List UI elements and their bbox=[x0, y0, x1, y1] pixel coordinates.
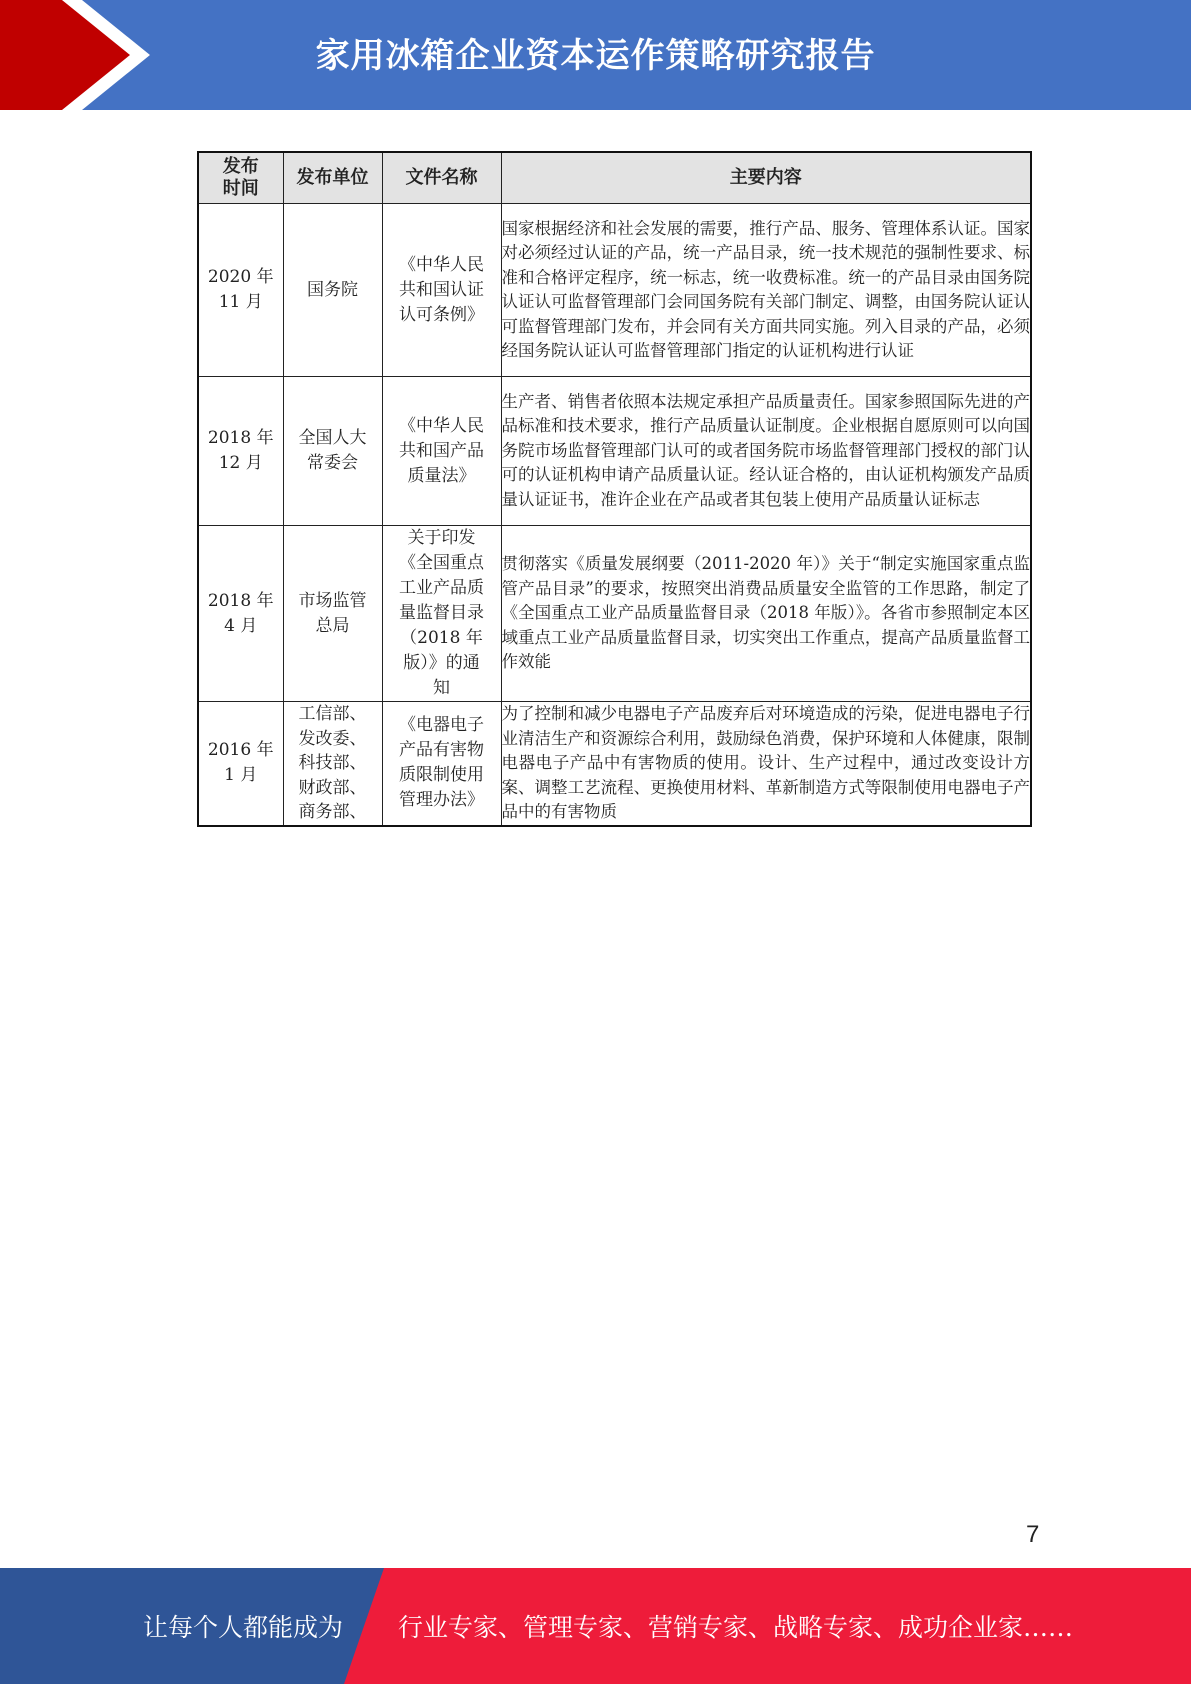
header-issuer: 发布单位 bbox=[283, 152, 382, 204]
footer-slogan-left: 让每个人都能成为 bbox=[143, 1613, 344, 1642]
cell-issuer: 国务院 bbox=[283, 204, 382, 377]
header-band bbox=[0, 0, 1191, 110]
cell-document: 《中华人民 共和国产品 质量法》 bbox=[382, 377, 501, 526]
table-row bbox=[198, 702, 1031, 826]
header-document: 文件名称 bbox=[382, 152, 501, 204]
table-row bbox=[198, 526, 1031, 702]
cell-issuer: 市场监管 总局 bbox=[283, 526, 382, 702]
cell-date: 2020 年 11 月 bbox=[198, 204, 283, 377]
footer-slogan-right: 行业专家、管理专家、营销专家、战略专家、成功企业家…… bbox=[398, 1613, 1074, 1642]
cell-content: 国家根据经济和社会发展的需要，推行产品、服务、管理体系认证。国家对必须经过认证的产品，统一产品目录，统一技术规范的强制性要求、标准和合格评定程序，统一标志，统一收费标准。统一的产品目录由国务院认证认可监督管理部门会同国务院有关部门制定、调整，由国务院认证认可监督管理部门发布，并会同有关方面共同实施。列入目录的产品，必须经国务院认证认可监督管理部门指定的认证机构进行认证 bbox=[501, 204, 1031, 377]
header-date: 发布 时间 bbox=[198, 152, 283, 204]
cell-issuer: 工信部、 发改委、 科技部、 财政部、 商务部、 bbox=[283, 702, 382, 826]
cell-content: 为了控制和减少电器电子产品废弃后对环境造成的污染，促进电器电子行业清洁生产和资源综合利用，鼓励绿色消费，保护环境和人体健康，限制电器电子产品中有害物质的使用。设计、生产过程中，通过改变设计方案、调整工艺流程、更换使用材料、革新制造方式等限制使用电器电子产品中的有害物质 bbox=[501, 702, 1031, 826]
header-content: 主要内容 bbox=[501, 152, 1031, 204]
table-row bbox=[198, 204, 1031, 377]
cell-date: 2018 年 12 月 bbox=[198, 377, 283, 526]
regulation-table bbox=[197, 151, 1032, 827]
page-number: 7 bbox=[1026, 1521, 1040, 1548]
table-header-row bbox=[198, 152, 1031, 204]
footer-band bbox=[0, 1568, 1191, 1684]
cell-content: 贯彻落实《质量发展纲要（2011-2020 年）》关于“制定实施国家重点监管产品目录”的要求，按照突出消费品质量安全监管的工作思路，制定了《全国重点工业产品质量监督目录（2018 年版）》。各省市参照制定本区域重点工业产品质量监督目录，切实突出工作重点，提高产品质量监督工作效能 bbox=[501, 526, 1031, 702]
cell-document: 《电器电子 产品有害物 质限制使用 管理办法》 bbox=[382, 702, 501, 826]
cell-issuer: 全国人大 常委会 bbox=[283, 377, 382, 526]
report-title: 家用冰箱企业资本运作策略研究报告 bbox=[315, 36, 876, 76]
cell-date: 2016 年 1 月 bbox=[198, 702, 283, 826]
cell-date: 2018 年 4 月 bbox=[198, 526, 283, 702]
cell-document: 《中华人民 共和国认证 认可条例》 bbox=[382, 204, 501, 377]
regulation-table-container bbox=[197, 151, 1030, 827]
cell-document: 关于印发 《全国重点 工业产品质 量监督目录 （2018 年 版）》的通 知 bbox=[382, 526, 501, 702]
table-row bbox=[198, 377, 1031, 526]
cell-content: 生产者、销售者依照本法规定承担产品质量责任。国家参照国际先进的产品标准和技术要求，推行产品质量认证制度。企业根据自愿原则可以向国务院市场监督管理部门认可的或者国务院市场监督管理部门授权的部门认可的认证机构申请产品质量认证。经认证合格的，由认证机构颁发产品质量认证证书，准许企业在产品或者其包装上使用产品质量认证标志 bbox=[501, 377, 1031, 526]
